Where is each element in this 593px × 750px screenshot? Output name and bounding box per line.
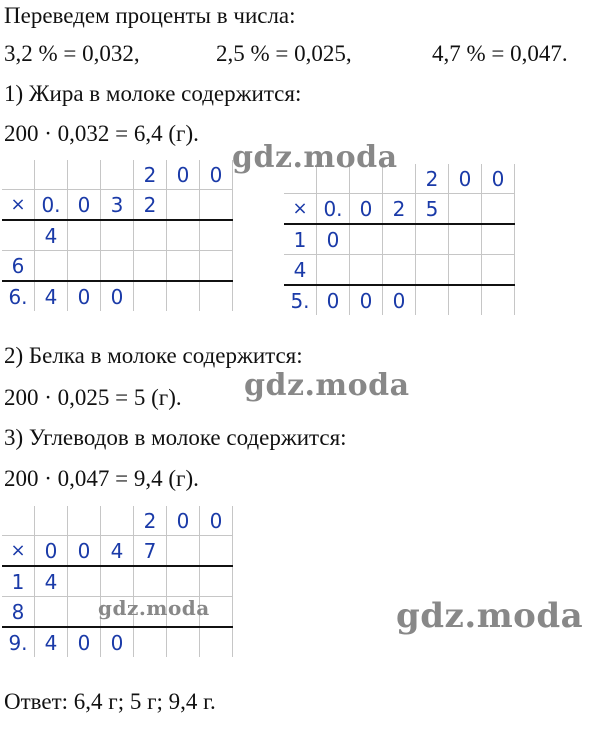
grid-cell: 4 xyxy=(35,220,68,251)
grid-cell: 0 xyxy=(449,164,482,194)
grid-cell: 0 xyxy=(317,285,350,315)
grid-cell xyxy=(416,224,449,255)
grid-cell xyxy=(68,220,101,251)
grid-cell xyxy=(134,281,167,311)
grid-cell: 0 xyxy=(68,536,101,567)
grid-cell: 0 xyxy=(482,164,515,194)
grid-cell: 6. xyxy=(2,281,35,311)
grid-cell: 5 xyxy=(416,194,449,225)
grid-cell: 0 xyxy=(68,190,101,221)
grid-cell xyxy=(167,566,200,597)
grid-cell: 0 xyxy=(35,536,68,567)
grid-cell: 0 xyxy=(167,160,200,190)
grid-cell xyxy=(200,190,233,221)
grid-cell: 2 xyxy=(416,164,449,194)
grid-cell xyxy=(449,194,482,225)
grid-cell xyxy=(2,220,35,251)
grid-cell: 2 xyxy=(134,160,167,190)
grid-cell xyxy=(482,194,515,225)
intro-text: Переведем проценты в числа: xyxy=(4,3,296,28)
grid-cell: 0 xyxy=(68,627,101,657)
grid-cell: 4 xyxy=(35,627,68,657)
grid-cell: 0 xyxy=(383,285,416,315)
step3-equation: 200 · 0,047 = 9,4 (г). xyxy=(4,466,199,491)
grid-cell xyxy=(200,566,233,597)
grid-cell xyxy=(134,220,167,251)
grid-cell xyxy=(134,627,167,657)
grid-cell xyxy=(35,160,68,190)
grid-cell: × xyxy=(2,536,35,567)
grid-cell: 0 xyxy=(68,281,101,311)
grid-cell: 7 xyxy=(134,536,167,567)
grid-cell xyxy=(449,285,482,315)
grid-cell xyxy=(167,281,200,311)
grid-cell xyxy=(35,251,68,282)
grid-cell xyxy=(350,224,383,255)
grid-cell xyxy=(134,251,167,282)
grid-cell: 0 xyxy=(167,506,200,536)
grid-cell: 0 xyxy=(101,281,134,311)
grid-cell xyxy=(68,566,101,597)
grid-cell: 0 xyxy=(317,224,350,255)
grid-cell xyxy=(101,220,134,251)
grid-cell: 0 xyxy=(200,506,233,536)
grid-cell xyxy=(200,220,233,251)
grid-cell xyxy=(2,160,35,190)
answer-text: Ответ: 6,4 г; 5 г; 9,4 г. xyxy=(4,689,216,714)
grid-cell: 6 xyxy=(2,251,35,282)
grid-cell: 3 xyxy=(101,190,134,221)
grid-cell xyxy=(482,255,515,286)
grid-cell xyxy=(167,627,200,657)
grid-cell xyxy=(68,506,101,536)
step2-title: 2) Белка в молоке содержится: xyxy=(4,343,303,368)
grid-cell: 5. xyxy=(284,285,317,315)
grid-cell xyxy=(200,627,233,657)
grid-cell xyxy=(101,566,134,597)
step1-title: 1) Жира в молоке содержится: xyxy=(4,81,302,106)
grid-cell: 2 xyxy=(134,506,167,536)
grid-cell xyxy=(68,160,101,190)
grid-cell xyxy=(449,255,482,286)
grid-cell: 8 xyxy=(2,597,35,628)
watermark-logo: gdz.moda xyxy=(244,368,410,403)
grid-cell xyxy=(167,220,200,251)
grid-cell xyxy=(134,566,167,597)
grid-cell xyxy=(200,251,233,282)
grid-cell xyxy=(68,251,101,282)
multiplication-grid-carbs xyxy=(2,506,233,657)
grid-cell xyxy=(416,255,449,286)
conversion-2: 2,5 % = 0,025, xyxy=(216,41,352,66)
grid-cell xyxy=(68,597,101,628)
grid-cell xyxy=(2,506,35,536)
step1-equation: 200 · 0,032 = 6,4 (г). xyxy=(4,121,199,146)
grid-cell xyxy=(416,285,449,315)
grid-cell: 0. xyxy=(35,190,68,221)
grid-cell xyxy=(383,255,416,286)
grid-cell: 4 xyxy=(35,566,68,597)
watermark-logo: gdz.moda xyxy=(396,596,584,636)
grid-cell: 0 xyxy=(200,160,233,190)
grid-cell xyxy=(101,160,134,190)
grid-cell: × xyxy=(284,194,317,225)
grid-cell xyxy=(167,536,200,567)
grid-cell: 0 xyxy=(350,194,383,225)
watermark-logo: gdz.moda xyxy=(232,140,398,175)
grid-cell: 1 xyxy=(2,566,35,597)
grid-cell: 0. xyxy=(317,194,350,225)
multiplication-grid-protein xyxy=(284,164,515,315)
grid-cell: 0 xyxy=(101,627,134,657)
grid-cell xyxy=(482,224,515,255)
grid-cell xyxy=(167,190,200,221)
step2-equation: 200 · 0,025 = 5 (г). xyxy=(4,385,182,410)
grid-cell: 4 xyxy=(284,255,317,286)
grid-cell: 0 xyxy=(350,285,383,315)
grid-cell: 2 xyxy=(383,194,416,225)
grid-cell: 2 xyxy=(134,190,167,221)
grid-cell xyxy=(317,255,350,286)
grid-cell xyxy=(200,536,233,567)
grid-cell: 9. xyxy=(2,627,35,657)
grid-cell: 4 xyxy=(35,281,68,311)
grid-cell xyxy=(482,285,515,315)
conversion-3: 4,7 % = 0,047. xyxy=(432,41,568,66)
grid-cell xyxy=(35,506,68,536)
grid-cell xyxy=(350,255,383,286)
grid-cell: × xyxy=(2,190,35,221)
conversion-1: 3,2 % = 0,032, xyxy=(4,41,140,66)
grid-cell xyxy=(200,281,233,311)
grid-cell: 1 xyxy=(284,224,317,255)
grid-cell: 4 xyxy=(101,536,134,567)
grid-cell xyxy=(383,224,416,255)
step3-title: 3) Углеводов в молоке содержится: xyxy=(4,425,347,450)
grid-cell xyxy=(101,251,134,282)
grid-cell xyxy=(35,597,68,628)
grid-cell xyxy=(101,506,134,536)
multiplication-grid-fat xyxy=(2,160,233,311)
watermark-logo: gdz.moda xyxy=(98,596,210,620)
grid-cell xyxy=(167,251,200,282)
grid-cell xyxy=(449,224,482,255)
